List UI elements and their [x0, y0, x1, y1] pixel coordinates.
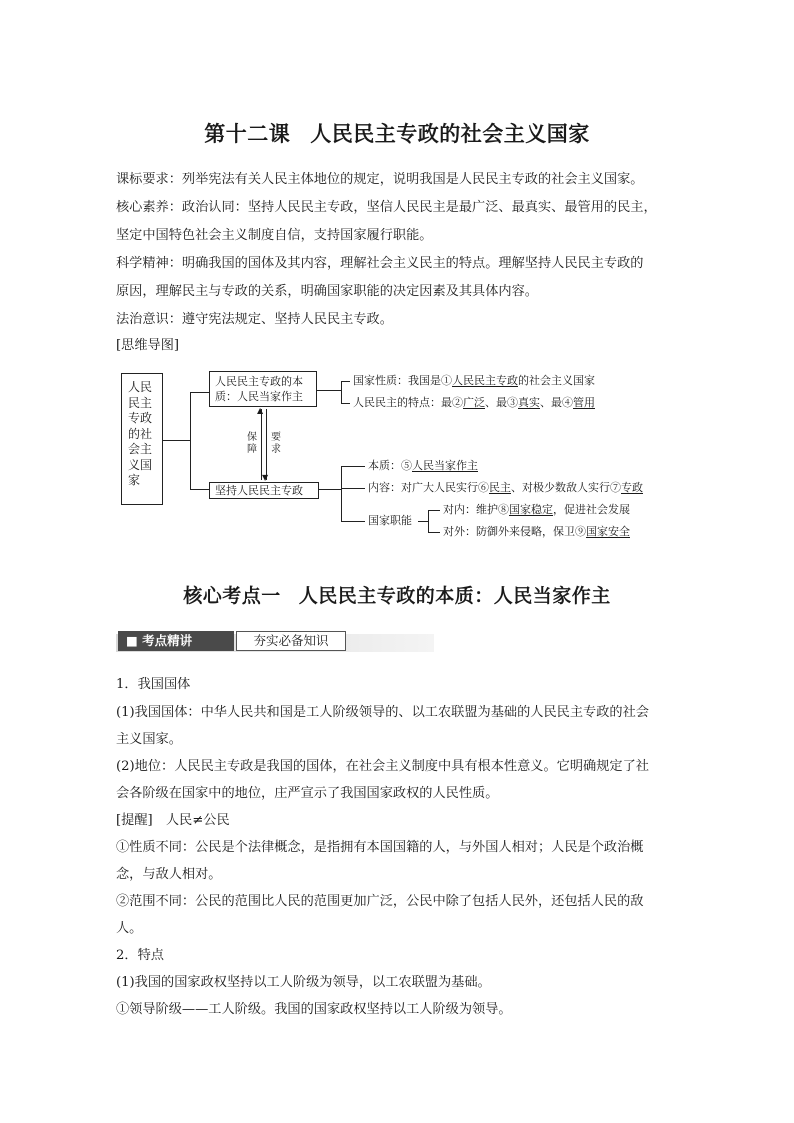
require-arrow	[266, 409, 267, 480]
connector	[341, 488, 365, 489]
curriculum-requirement: 课标要求：列举宪法有关人民主体地位的规定，说明我国是人民民主专政的社会主义国家。	[116, 172, 644, 187]
body-line: (1)我国的国家政权坚持以工人阶级为领导，以工农联盟为基础。	[116, 975, 491, 990]
mindmap-label: [思维导图]	[116, 338, 180, 353]
connector	[190, 489, 209, 490]
body-line: 人。	[116, 921, 143, 936]
connector	[341, 466, 365, 467]
state-nature-row: 国家性质：我国是①人民民主专政的社会主义国家	[353, 374, 595, 387]
connector	[341, 381, 350, 382]
core-literacy: 核心素养：政治认同：坚持人民民主专政，坚信人民民主是最广泛、最真实、最管用的民主，	[116, 200, 657, 215]
body-line: 念，与敌人相对。	[116, 867, 222, 882]
rule-of-law: 法治意识：遵守宪法规定、坚持人民民主专政。	[116, 312, 393, 327]
page-title	[0, 118, 794, 148]
connector	[319, 489, 341, 490]
body-line: ②范围不同：公民的范围比人民的范围更加广泛，公民中除了包括人民外，还包括人民的敌	[116, 894, 644, 909]
reminder-line: [提醒] 人民≠公民	[116, 813, 230, 828]
core-literacy-cont: 坚定中国特色社会主义制度自信，支持国家履行职能。	[116, 228, 433, 243]
lesson-number: 第十二课	[204, 121, 291, 146]
connector	[317, 390, 341, 391]
section-heading: 核心考点一 人民民主专政的本质：人民当家作主	[183, 585, 611, 607]
guarantee-arrow	[261, 409, 262, 480]
body-line: ①性质不同：公民是个法律概念，是指拥有本国国籍的人，与外国人相对；人民是个政治概	[116, 840, 644, 855]
arrow-up-icon: ▲	[257, 406, 264, 415]
arrow-down-icon: ▼	[262, 473, 269, 482]
connector	[428, 510, 440, 511]
scientific-spirit-cont: 原因，理解民主与专政的关系，明确国家职能的决定因素及其具体内容。	[116, 284, 538, 299]
connector	[418, 521, 428, 522]
mindmap-root: 人民 民主 专政 的社 会主 义国 家	[121, 373, 163, 505]
body-line: (1)我国国体：中华人民共和国是工人阶级领导的、以工农联盟为基础的人民民主专政的社会	[116, 705, 649, 720]
lesson-name: 人民民主专政的社会主义国家	[310, 121, 590, 146]
external-function-row: 对外：防御外来侵略，保卫⑨国家安全	[443, 525, 630, 538]
label-yaoqiu: 要 求	[271, 432, 281, 455]
content-row: 内容：对广大人民实行⑥民主、对极少数敌人实行⑦专政	[368, 481, 643, 494]
connector	[341, 521, 365, 522]
banner-title: ■ 考点精讲	[118, 631, 234, 651]
connector	[428, 532, 440, 533]
state-functions-label: 国家职能	[368, 514, 412, 527]
label-baozhang: 保 障	[247, 432, 257, 455]
nature-box: 人民民主专政的本 质：人民当家作主	[209, 371, 317, 407]
body-line: 主义国家。	[116, 732, 182, 747]
connector	[163, 440, 190, 441]
scientific-spirit: 科学精神：明确我国的国体及其内容，理解社会主义民主的特点。理解坚持人民民主专政的	[116, 256, 644, 271]
body-line: (2)地位：人民民主专政是我国的国体，在社会主义制度中具有根本性意义。它明确规定了社	[116, 759, 649, 774]
body-line: ①领导阶级——工人阶级。我国的国家政权坚持以工人阶级为领导。	[116, 1002, 512, 1017]
knowledge-banner	[116, 631, 434, 655]
connector	[190, 392, 209, 393]
democracy-traits-row: 人民民主的特点：最②广泛、最③真实、最④管用	[353, 396, 595, 409]
connector	[341, 466, 342, 521]
connector	[428, 510, 429, 532]
essence-row: 本质：⑤人民当家作主	[368, 459, 478, 472]
banner-subtitle: 夯实必备知识	[236, 631, 346, 651]
connector	[341, 381, 342, 403]
connector	[341, 403, 350, 404]
heading-state-system: 1．我国国体	[116, 677, 191, 692]
internal-function-row: 对内：维护⑧国家稳定，促进社会发展	[443, 503, 630, 516]
adhere-box: 坚持人民民主专政	[209, 482, 319, 499]
body-line: 会各阶级在国家中的地位，庄严宣示了我国国家政权的人民性质。	[116, 786, 499, 801]
heading-characteristics: 2．特点	[116, 948, 164, 963]
connector	[190, 392, 191, 489]
